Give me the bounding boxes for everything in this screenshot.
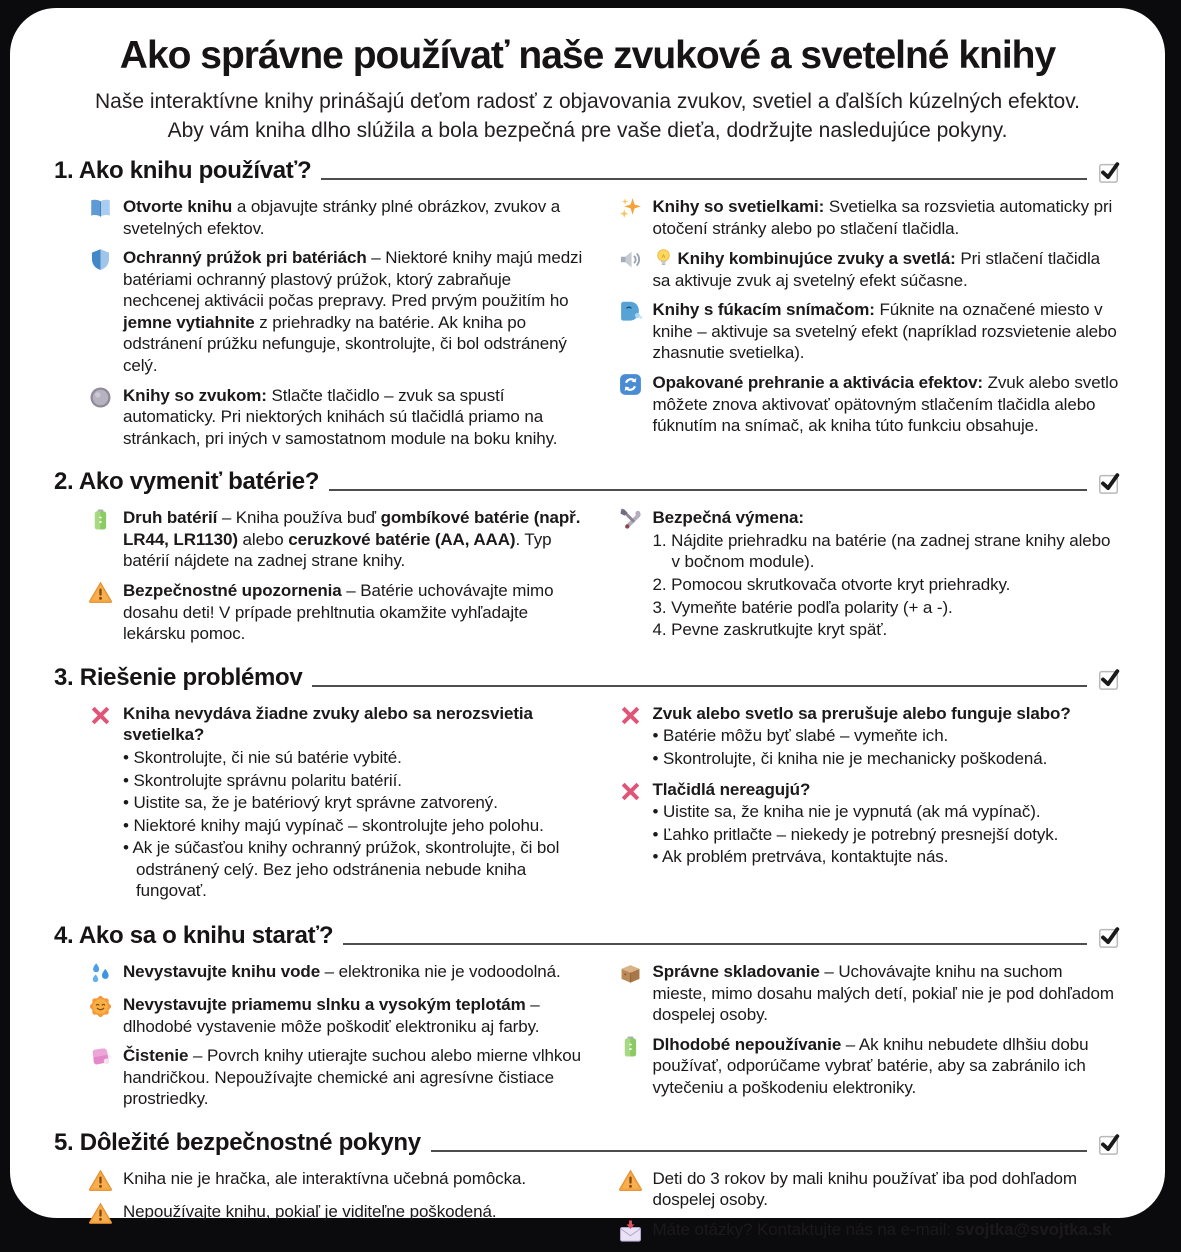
section-2-heading: 2. Ako vymeniť batérie?: [54, 468, 320, 496]
section-5-heading: 5. Dôležité bezpečnostné pokyny: [54, 1128, 421, 1156]
list-item: [88, 1168, 592, 1193]
green-battery-icon: [88, 507, 113, 532]
divider: [321, 178, 1087, 180]
divider: [343, 943, 1087, 945]
section-5-right-column: [618, 1162, 1122, 1252]
bullet-list: [653, 725, 1122, 769]
list-item: [88, 703, 592, 903]
list-item: [88, 196, 592, 239]
push-button-icon: [88, 385, 113, 410]
water-droplets-icon: [88, 961, 113, 986]
incoming-envelope-icon: [618, 1219, 643, 1244]
section-4-right-column: [618, 955, 1122, 1118]
bullet: • Skontrolujte správnu polaritu batérií.: [123, 770, 592, 792]
item-text: Bezpečnostné upozornenia – Batérie uchovávajte mimo dosahu deti! V prípade prehltnutia okamžite vyhľadajte lekársku pomoc.: [123, 581, 554, 644]
sparkles-icon: [618, 196, 643, 221]
divider: [312, 685, 1087, 687]
list-item: [88, 385, 592, 450]
section-5-left-column: [88, 1162, 592, 1252]
section-2-left-column: [88, 501, 592, 652]
list-item: [618, 961, 1122, 1026]
item-text: [123, 703, 592, 903]
list-item: [618, 372, 1122, 437]
list-item: [88, 1045, 592, 1110]
item-text: Kniha nie je hračka, ale interaktívna učebná pomôcka.: [123, 1168, 526, 1188]
step: 1. Nájdite priehradku na batérie (na zadnej strane knihy alebo v bočnom module).: [652, 530, 1111, 572]
checkbox-checked-icon: [1097, 667, 1121, 691]
list-item: [88, 247, 592, 376]
red-cross-icon: [88, 703, 113, 728]
item-text: [653, 507, 1122, 641]
section-how-to-use: [54, 157, 1121, 457]
list-item: [618, 247, 1122, 291]
item-text: Čistenie – Povrch knihy utierajte suchou alebo mierne vlhkou handričkou. Nepoužívajte chemické ani agresívne čistiace prostriedky.: [123, 1046, 581, 1109]
intro-line-2: Aby vám kniha dlho slúžila a bola bezpečná pre vaše dieťa, dodržujte nasledujúce pokyny.: [167, 118, 1008, 142]
checkbox-checked-icon: [1097, 160, 1121, 184]
item-text: [653, 779, 1122, 869]
item-text: Dlhodobé nepoužívanie – Ak knihu nebudete dlhšiu dobu používať, odporúčame vybrať batérie, aby sa zabránilo ich vytečeniu a poškodeniu elektroniky.: [652, 1034, 1089, 1097]
blowing-face-icon: [618, 299, 643, 324]
section-4-left-column: [88, 955, 592, 1118]
bullet: • Ak problém pretrváva, kontaktujte nás.: [653, 846, 1122, 868]
item-text: Otvorte knihu a objavujte stránky plné obrázkov, zvukov a svetelných efektov.: [123, 196, 561, 238]
bullet: • Ak je súčasťou knihy ochranný prúžok, skontrolujte, či bol odstránený celý. Bez jeho odstránenia nebude kniha fungovať.: [123, 837, 592, 902]
bullet: • Ľahko pritlačte – niekedy je potrebný presnejší dotyk.: [653, 824, 1122, 846]
section-troubleshooting: [54, 664, 1121, 911]
light-bulb-icon: [653, 247, 674, 268]
smiling-sun-icon: [88, 994, 113, 1019]
item-text: Nevystavujte priamemu slnku a vysokým teplotám – dlhodobé vystavenie môže poškodiť elektroniku aj farby.: [123, 994, 540, 1036]
item-text: Knihy so zvukom: Stlačte tlačidlo – zvuk sa spustí automaticky. Pri niektorých knihách sú tlačidlá priamo na stránkach, pri iných v samostatnom module na boku knihy.: [123, 385, 558, 448]
warning-triangle-icon: [88, 1201, 113, 1226]
item-title: Bezpečná výmena:: [652, 508, 804, 528]
item-text: Knihy so svetielkami: Svetielka sa rozsvietia automaticky pri otočení stránky alebo po stlačení tlačidla.: [652, 196, 1113, 238]
bullet: • Niektoré knihy majú vypínač – skontrolujte jeho polohu.: [123, 815, 592, 837]
page-title: Ako správne používať naše zvukové a svetelné knihy: [119, 34, 1056, 77]
step: 3. Vymeňte batérie podľa polarity (+ a -).: [652, 597, 953, 617]
bullet-list: [123, 747, 592, 902]
list-item: [618, 1219, 1122, 1244]
shield-icon: [88, 247, 113, 272]
divider: [431, 1150, 1087, 1152]
step: 4. Pevne zaskrutkujte kryt späť.: [652, 620, 888, 640]
section-book-care: [54, 922, 1121, 1118]
bullet: • Skontrolujte, či nie sú batérie vybité.: [123, 747, 592, 769]
item-title: Tlačidlá nereagujú?: [652, 779, 811, 799]
list-item: [618, 779, 1122, 869]
bullet: • Uistite sa, že kniha nie je vypnutá (ak má vypínač).: [653, 801, 1122, 823]
red-cross-icon: [618, 779, 643, 804]
item-text: Ochranný prúžok pri batériách – Niektoré knihy majú medzi batériami ochranný plastový prúžok, ktorý zabraňuje nechcenej aktivácii počas prepravy. Pred prvým použitím ho jemne vytiahnite z priehradky na batérie. Ak kniha po odstránení prúžku nefunguje, skontrolujte, či bol odstránený celý.: [123, 248, 583, 375]
warning-triangle-icon: [88, 1168, 113, 1193]
section-3-heading: 3. Riešenie problémov: [54, 663, 303, 691]
bullet-list: [653, 801, 1122, 868]
section-1-right-column: [618, 190, 1122, 457]
section-2-right-column: [618, 501, 1122, 652]
item-text: Knihy kombinujúce zvuky a svetlá: Pri stlačení tlačidla sa aktivuje zvuk aj svetelný efekt súčasne.: [652, 249, 1100, 290]
list-item: [88, 580, 592, 645]
section-safety-instructions: [54, 1129, 1121, 1252]
item-text: Opakované prehranie a aktivácia efektov: Zvuk alebo svetlo môžete znova aktivovať opätovným stlačením tlačidla alebo fúknutím na snímač, ak kniha túto funkciu obsahuje.: [652, 372, 1119, 436]
section-1-left-column: [88, 190, 592, 457]
list-item: [618, 507, 1122, 641]
item-text contact-email: Máte otázky? Kontaktujte nás na e-mail: svojtka@svojtka.sk: [652, 1220, 1112, 1240]
open-book-icon: [88, 196, 113, 221]
speaker-icon: [618, 247, 643, 272]
section-3-left-column: [88, 697, 592, 911]
list-item: [88, 507, 592, 572]
item-text: [653, 703, 1122, 771]
item-title: Zvuk alebo svetlo sa prerušuje alebo funguje slabo?: [652, 703, 1071, 723]
item-text: Správne skladovanie – Uchovávajte knihu na suchom mieste, mimo dosahu malých detí, pokiaľ nie je pod dohľadom dospelej osoby.: [652, 961, 1114, 1025]
package-box-icon: [618, 961, 643, 986]
repeat-arrows-icon: [618, 372, 643, 397]
intro-line-1: Naše interaktívne knihy prinášajú deťom radosť z objavovania zvukov, svetiel a ďalších kúzelných efektov.: [94, 90, 1081, 113]
divider: [329, 489, 1087, 491]
checkbox-checked-icon: [1097, 925, 1121, 949]
intro-text: [64, 88, 1111, 146]
green-battery-icon: [618, 1034, 643, 1059]
item-text: Nevystavujte knihu vode – elektronika nie je vodoodolná.: [123, 961, 561, 981]
list-item: [88, 994, 592, 1037]
checkbox-checked-icon: [1097, 471, 1121, 495]
section-1-heading: 1. Ako knihu používať?: [54, 156, 312, 184]
red-cross-icon: [618, 703, 643, 728]
list-item: [618, 1034, 1122, 1099]
sponge-icon: [88, 1045, 113, 1070]
section-replace-batteries: [54, 468, 1121, 652]
item-title: Kniha nevydáva žiadne zvuky alebo sa nerozsvietia svetielka?: [123, 703, 533, 745]
list-item: [618, 299, 1122, 364]
item-text: Deti do 3 rokov by mali knihu používať iba pod dohľadom dospelej osoby.: [652, 1168, 1077, 1210]
bullet: • Skontrolujte, či kniha nie je mechanicky poškodená.: [653, 748, 1122, 770]
list-item: [618, 1168, 1122, 1211]
list-item: [618, 703, 1122, 771]
section-4-heading: 4. Ako sa o knihu starať?: [54, 921, 334, 949]
section-3-right-column: [618, 697, 1122, 911]
item-text: Knihy s fúkacím snímačom: Fúknite na označené miesto v knihe – aktivuje sa svetelný efekt (napríklad rozsvietenie alebo zhasnutie svetielka).: [652, 300, 1117, 363]
list-item: [88, 1201, 592, 1226]
step: 2. Pomocou skrutkovača otvorte kryt priehradky.: [652, 575, 1011, 595]
warning-triangle-icon: [618, 1168, 643, 1193]
checkbox-checked-icon: [1097, 1132, 1121, 1156]
bullet: • Batérie môžu byť slabé – vymeňte ich.: [653, 725, 1122, 747]
numbered-steps: [653, 530, 1122, 641]
item-text: Nepoužívajte knihu, pokiaľ je viditeľne poškodená.: [123, 1201, 497, 1221]
hammer-wrench-icon: [618, 507, 643, 532]
item-text: Druh batérií – Kniha používa buď gombíkové batérie (např. LR44, LR1130) alebo ceruzkové batérie (AA, AAA). Typ batérií nájdete na zadnej strane knihy.: [123, 508, 581, 571]
list-item: [88, 961, 592, 986]
list-item: [618, 196, 1122, 239]
instruction-sheet: [10, 8, 1165, 1240]
bullet: • Uistite sa, že je batériový kryt správne zatvorený.: [123, 792, 592, 814]
warning-triangle-icon: [88, 580, 113, 605]
